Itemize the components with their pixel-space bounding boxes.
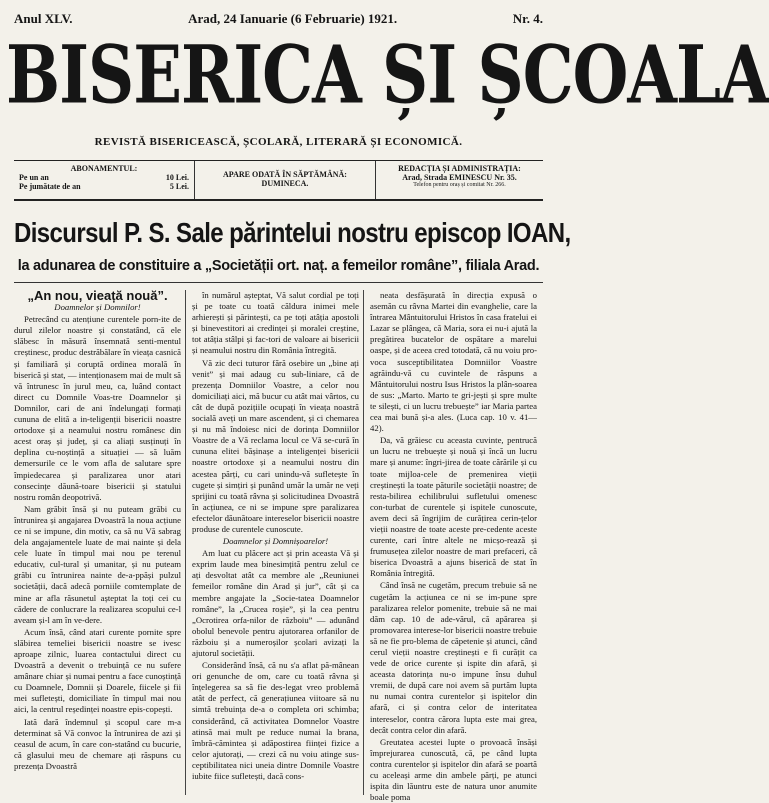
headline-divider <box>14 282 543 283</box>
paragraph: Am luat cu plăcere act și prin aceasta Vă și exprim laude mea binesimțită pentru zelul ce ați desvoltat atât ca membre ale „Reuniunei femeilor române din Arad și jur”, cât și ca membre angajate la „Socie-tatea Doamnelor române”, la „Crucea roșie”, și la cea pentru „Ocrotirea orfa-nilor de războiu” — adunând obolul benevole pentru ajutorarea orfanilor de războiu și a numeroșilor școlari avizați la ajutorul societății. <box>192 548 359 658</box>
masthead-title: BISERICA ȘI ȘCOALA <box>6 28 769 123</box>
paragraph: Considerând însă, că nu s'a aflat pă-mânean ori genunche de om, care cu toată râvna și înțelegerea sa să fie des-legat vreo problemă atât de perfect, că generațiunea viitoare să nu simtă trebuința de-a o completa ori schimba; considerând, că activitatea Domnelor Voastre atinsă mai mult pe reduce numai la brana, îmbră-cămintea și adăpostirea ființei fizice a celor ajutorați, — crezi că nu voiu atinge sus-ceptibilitatea nici uneia dintre Domnile Voastre iubite fiice sufletești, dacă cons- <box>192 660 359 782</box>
paragraph: Acum însă, când atari curente pornite spre slăbirea temeliei bisericii noastre se ivesc aproape zilnic, luarea contactului direct cu Dvoastră a devenit o trebuință ce nu sufere amânare chiar și numai pentru a face cunoștință cu Doamnele, Domnii și Doarele, fiicele și fii mei sufletești, domiciliate în timpul mai nou aici, la centrul reședinței noastre epis-copești. <box>14 626 181 715</box>
greeting: Doamnelor și Domnilor! <box>54 302 141 313</box>
volume-label: Anul XLV. <box>14 11 73 26</box>
office-box <box>376 161 543 199</box>
frequency-box <box>194 161 376 199</box>
section-title: „An nou, vieață nouă”. <box>27 288 168 303</box>
office-address: Arad, Strada EMINESCU Nr. 35. <box>402 173 517 182</box>
subscription-box <box>14 161 194 199</box>
paragraph: Greutatea acestei lupte o provoacă însăși împrejurarea cunoscută, că, pe când lupta contra curentelor și ispitelor din afară se poartă cu aceleași arme din ambele părți, pe atunci ispita din lăuntru este de natura unor anumite boale poma <box>370 736 537 803</box>
year-price: 10 Lei. <box>165 173 189 182</box>
paragraph: în numărul așteptat, Vă salut cordial pe toți și pe toate cu toată căldura inimei mele arhierești și părintești, ca pe toți atâția apostoli și binevestitori ai credinței și moralei creștine, tot atâția stâlpi și fac-tori de valoare ai bisericii și neamului nostru din România întregită. <box>192 290 359 356</box>
issue-number: Nr. 4. <box>512 11 543 26</box>
issue-date: Arad, 24 Ianuarie (6 Februarie) 1921. <box>188 11 398 26</box>
paragraph: neata desfășurată în direcția expusă o asemăn cu râvna Martei din evanghelie, care la întrarea Mântuitorului Hristos în casa fratelui ei Lazar se plângea, că Maria, sora ei nu-i ajută la pregătirea bucatelor de ospătare a marelui oaspe, și de aceea cred totodată, că nu voiu pro-voca susceptibilitatea Domniilor Voastre agrăindu-vă cu cuvintele de răspuns a Mântuitorului nostru Isus Hristos la plân-soarea de sus: „Marto. Marto te gri-jești și spre multe te silești, ci un lucru trebuește” iar Maria partea cea mai bună și-a ales. (Luca cap. 10 v. 41—42). <box>370 290 537 434</box>
half-year-label: Pe jumătate de an <box>19 182 81 191</box>
greeting: Doamnelor și Domnișoarelor! <box>222 536 329 547</box>
column-divider <box>185 290 186 795</box>
article-column-2 <box>192 290 359 790</box>
paragraph: Când însă ne cugetăm, precum trebuie să ne cugetăm la acțiunea ce ni se im-pune spre paralizarea relelor pomenite, trebuie să ne mai dăm cap. 10 de ade-vărul, că apărarea și promovarea interese-lor bisericii noastre trebuie să ne fie pro-blema de căpetenie și atunci, când cerul vieții noastre creștinești e fi curățit ca vede de orice curente și ispite din afară, și aceasta datorința nu-o impune însu duhul vremii, de după care noi avem să purtăm lupta nu numai contra curentelor și ispitelor din afară, ci și contra celor de interitatea intereselor, contra cărora lupta este mai grea, decât contra celor din afară. <box>370 580 537 735</box>
year-label: Pe un an <box>19 173 49 182</box>
article-headline: Discursul P. S. Sale părintelui nostru episcop IOAN, <box>14 217 571 249</box>
paragraph: Iată dară îndemnul și scopul care m-a determinat să Vă convoc la întrunirea de azi și ceasul de acum, în care con-statând cu bucurie, că glasului meu de chemare ați răspuns cu prezența Dvoastră <box>14 716 181 771</box>
column-divider <box>363 290 364 795</box>
office-label: REDACȚIA ȘI ADMINISTRAȚIA: <box>398 164 521 173</box>
frequency-text: APARE ODATĂ ÎN SĂPTĂMÂNĂ: DUMINECA. <box>223 170 347 188</box>
masthead-subtitle: REVISTĂ BISERICEASCĂ, ȘCOLARĂ, LITERARĂ ȘI ECONOMICĂ. <box>94 136 463 148</box>
article-column-1 <box>14 290 181 790</box>
subscription-year-row <box>19 173 189 182</box>
article-subhead: la adunarea de constituire a „Societății ort. naț. a femeilor române”, filiala Arad. <box>17 258 540 274</box>
subscription-half-row <box>19 182 189 191</box>
paragraph: Nam grăbit însă și nu puteam grăbi cu întrunirea și angajarea Dvoastră la noua acțiune ce ni se impune, din motiv, ca să nu Vă sabrag dela angajamentele luate de mai nainte și dela cele luate în timpul mai nou pe terenul educativ, cul-tural și umanitar, și nu puteam grăbi cu întrunirea nainte de-a-ppăși pulzul societății, dacă adecă porniile comtemplate de mine ar afla răsunetul așteptat la toți cei cu cădere de conlucrare la realizarea scopului ce-l aveam și-l am în ve-dere. <box>14 503 181 625</box>
office-phone: Telefon pentru oraș și comitat Nr. 266. <box>413 182 506 188</box>
paragraph: Vă zic deci tuturor fără osebire un „bine ați venit” și mai adaug cu sub-liniare, că de prezența Domniilor Voastre, a celor nou domiciliați aici, mă bucur cu atât mai vârtos, cu cât de după pozițiile ocupați în vieața noastră socială aveți un mare ascendent, și ci chemarea și nu mă îndoiesc nici de dorința Domniilor Voastre de a Vă reclama locul ce Vă se-cură în cununa elitei bășinașe a inteligenței bisericii noastre ortodoxe și a neamului nostru din acestea părți, cu cari unindu-vă sufletește în cugete și simțiri și punând umăr la umăr ne veți sprijini cu toată râvna și solicitudinea Dvoastră în acțiunea, ce ni se impune spre paralizarea efectelor dăunătoare intereselor bisericii noastre produse de curentele cunoscute. <box>192 357 359 534</box>
half-year-price: 5 Lei. <box>169 182 189 191</box>
info-box <box>14 160 543 201</box>
subscription-label: ABONAMENTUL: <box>70 164 138 173</box>
article-column-3 <box>370 290 537 803</box>
paragraph: Da, vă grăiesc cu aceasta cuvinte, pentrucă un lucru ne trebuește și nouă și încă un lucru mare și anume: îngri-jirea de toate cărările și cu toate mijloa-cele de premenirea vieții creștinești la toate păturile societății noastre; de resta-bilirea echilibrului sufletului omenesc con-turbat de curentele și ispitele cunoscute, avem deci să îngrijim de curățirea cerin-țelor vieții noastre de toate aceste pre-cedente aceste curente, cari între altele ne micșo-rează și frumusețea zilelor noastre de mari prefaceri, că biserica Dvoastră a ajuns biserică de stat în România întregită. <box>370 435 537 579</box>
paragraph: Petrecând cu atențiune curentele porn-ite de durul zilelor noastre și constatând, că ele slăbesc în măsură însemnată senti-mentul creștinesc, produc destrăbălare în vieața casnică și familiară și coruptă ordinea morală în biserică și stat, — intenționasem mai de mult să vă întrunesc în jurul meu, ca, luând contact direct cu Domnile Voas-tre Doamnelor și Domnilor, cari de ani îndelungați formați cununa de elită a in-teligenții bisericii noastre ortodoxe și a neamului nostru românesc din acest oraș și județ, și ca aliați susținuți în deplina cu-noștință a situației — să luăm demersurile ce le vom afla de salutare spre împiedecarea și paralizarea unor atari consecințe dăună-toare bisericii și statului nostru român deopotrivă. <box>14 314 181 502</box>
